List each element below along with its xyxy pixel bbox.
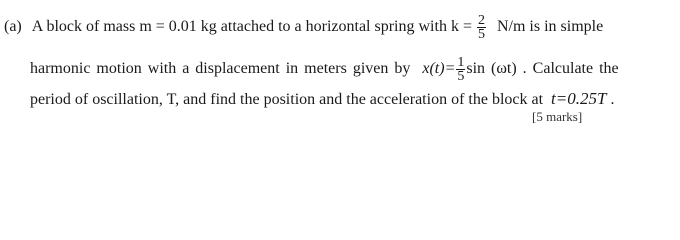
- spring-constant-denominator: 5: [477, 27, 485, 42]
- displacement-numerator: 1: [457, 55, 465, 70]
- question-text-line-2: harmonic motion with a displacement in meters given by: [30, 60, 411, 78]
- displacement-rhs: sin (ωt): [466, 60, 517, 78]
- question-label: (a): [4, 18, 22, 36]
- question-text-line-1: A block of mass m = 0.01 kg attached to a horizontal spring with k =: [31, 18, 472, 36]
- question-line-1: [4, 14, 603, 41]
- question-line-2: [30, 56, 619, 83]
- question-text-line-1-tail: N/m is in simple: [496, 18, 604, 36]
- question-text-line-3-tail: .: [610, 91, 615, 108]
- time-expression: t=0.25T: [551, 89, 607, 108]
- displacement-fraction: [456, 56, 465, 83]
- spring-constant-numerator: 2: [477, 13, 485, 28]
- marks-label: [5 marks]: [532, 109, 583, 124]
- displacement-lhs: x(t)=: [422, 60, 456, 78]
- question-text-line-2-tail: . Calculate the: [522, 60, 619, 78]
- spring-constant-fraction: [477, 14, 486, 41]
- question-text-line-3: period of oscillation, T, and find the position and the acceleration of the block at: [30, 91, 544, 108]
- displacement-denominator: 5: [457, 69, 465, 84]
- question-line-3: [30, 90, 614, 109]
